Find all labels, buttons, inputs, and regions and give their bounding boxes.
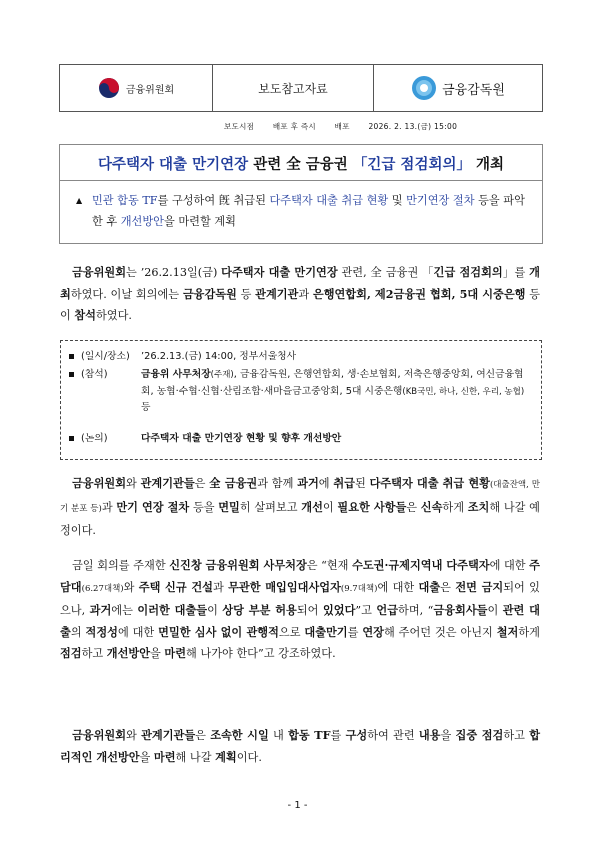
p3-part: 관련 대출 (60, 603, 540, 639)
title-divider (60, 180, 542, 181)
fss-logo-icon (411, 75, 437, 101)
info-small: (주재) (210, 370, 234, 380)
p1-part: 참석 (74, 308, 96, 322)
p1-part: 관계기관 (255, 286, 299, 301)
p2-part: 취급 (333, 476, 355, 490)
p2-part: 과 (101, 500, 117, 514)
p3-part: 과거 (89, 603, 112, 617)
p3-part: 이 (487, 604, 503, 617)
p3-part: 수도권·규제지역내 다주택자 (352, 558, 490, 572)
p4-part: 집중 점검 (455, 728, 504, 742)
paragraph-1 (60, 262, 540, 327)
p1-part: 긴급 점검회의 (433, 265, 503, 279)
summary-part: 민관 합동 TF (92, 194, 158, 207)
p2-part: 조치 (467, 499, 490, 514)
info-bold: 금융위 사무처장 (141, 369, 211, 380)
info-value: ’26.2.13.(금) 14:00, 정부서울청사 (141, 351, 297, 362)
p1-part: 하였다. 이날 회의에는 (70, 287, 183, 301)
fsc-logo-icon (98, 77, 120, 99)
p4-part: 관계기관들 (141, 728, 196, 742)
p3-part: 은 (440, 580, 456, 594)
p3-part: 상당 부분 허용 (222, 603, 297, 617)
p3-part: 으로 (278, 625, 305, 639)
release-label: 보도시점 (224, 122, 255, 131)
summary-part: 및 (388, 194, 407, 207)
info-label: (일시/장소) (81, 351, 130, 362)
p3-part: 되어 있으나, (60, 580, 540, 617)
p4-part: 내용 (418, 728, 441, 742)
summary-text (92, 190, 534, 232)
release-meta (224, 121, 473, 132)
summary-part: 등을 파악한 후 (92, 194, 525, 228)
p3-part: 의 (70, 625, 86, 639)
p1-part: 개최 (60, 265, 540, 301)
page-number: - 1 - (287, 800, 308, 811)
summary-part: 만기연장 절차 (406, 194, 475, 207)
p3-part: 마련 (164, 646, 187, 660)
p2-part: 해 나갈 예정이다. (60, 500, 540, 537)
summary-part: 개선방안 (120, 215, 164, 228)
p3-part: 점검 (60, 646, 82, 660)
p2-part: 全 금융권 (209, 476, 258, 490)
p2-part: 등을 (189, 500, 219, 514)
p3-part: 에 대한 (489, 559, 530, 572)
title-box (59, 144, 543, 244)
p3-part: ”고 (355, 604, 377, 617)
p3-part: 은 “현재 (306, 559, 353, 572)
p1-part: 금융위원회 (72, 265, 127, 279)
info-value (141, 367, 533, 417)
p1-part: 관련, 全 금융권 「 (337, 266, 434, 279)
p3-part: 적정성 (85, 624, 118, 639)
p3-part: 무관한 매입임대사업자 (228, 579, 341, 594)
p3-part: (9.7대책) (340, 583, 378, 594)
left-org-name: 금융위원회 (125, 84, 175, 96)
p2-part: 에 (318, 477, 334, 490)
p2-part: 이 (322, 500, 338, 514)
p3-part: 신진창 금융위원회 사무처장 (169, 558, 307, 572)
p3-part: 언급 (376, 603, 399, 617)
p3-part: 해 주어던 것은 아닌지 (383, 625, 497, 639)
p2-part: 신속 (420, 499, 443, 514)
info-label: (논의) (81, 433, 108, 444)
info-small: (KB국민, 하나, 신한, 우리, 농협) (402, 386, 525, 397)
p2-part: 필요한 사항들 (337, 499, 407, 514)
p2-part: 은 (406, 500, 421, 514)
p3-part: 전면 금지 (455, 579, 504, 594)
dist-label: 배포 (334, 122, 350, 131)
p3-part: 철저 (496, 624, 519, 639)
p2-part: 금융위원회 (72, 476, 127, 490)
square-bullet-icon (69, 436, 74, 441)
header-right-org (374, 65, 542, 111)
p4-part: 계획 (215, 749, 237, 764)
p3-part: 이 (207, 604, 223, 617)
p3-part: 에 대한 (117, 625, 159, 639)
p3-part: 이러한 대출들 (137, 603, 208, 617)
p4-part: 하여 관련 (367, 729, 419, 742)
dist-value: 2026. 2. 13.(금) 15:00 (368, 122, 458, 131)
p4-part: 금융위원회 (72, 728, 127, 742)
header-box (59, 64, 543, 112)
p1-part: 금융감독원 (182, 286, 237, 301)
right-org-name: 금융감독원 (442, 82, 505, 98)
p1-part: 과 (298, 287, 313, 301)
p1-part: 다주택자 대출 만기연장 (221, 265, 338, 279)
p4-part: 구성 (345, 728, 368, 742)
p3-part: 와 (123, 580, 139, 594)
info-text: 등 (141, 402, 151, 413)
p1-part: 등이 (60, 287, 541, 322)
p3-part: 주담대 (60, 558, 540, 594)
p4-part: 합동 TF (288, 728, 331, 742)
p3-part: 하며, “ (398, 604, 434, 617)
p2-part: 은 (194, 477, 210, 490)
p3-part: 면밀한 심사 없이 관행적 (158, 624, 279, 639)
p3-part: 해 나가야 한다”고 강조하였다. (186, 647, 336, 660)
p3-part: 과 (212, 580, 229, 594)
p4-part: 와 (126, 729, 142, 742)
p2-part: (대출잔액, 만기 분포 등) (60, 480, 540, 514)
p4-part: 합리적인 개선방안 (60, 728, 540, 764)
p4-part: 조속한 시일 (210, 728, 269, 742)
p2-part: 면밀 (218, 499, 240, 514)
p4-part: 내 (268, 729, 289, 742)
p4-part: 이다. (236, 750, 262, 764)
p2-part: 과 함께 (257, 477, 298, 490)
p4-part: 을 (440, 729, 456, 742)
p2-part: 다주택자 대출 취급 현황 (369, 476, 490, 490)
p3-part: 금융회사들 (433, 603, 488, 617)
p3-part: 에 대한 (377, 580, 419, 594)
summary-part: 다주택자 대출 취급 현황 (269, 194, 389, 207)
summary-part: 을 마련할 계획 (163, 215, 236, 228)
p4-part: 을 (139, 750, 154, 764)
info-text: , 금융감독원, 은행연합회, 생·손보협회, 저축은행중앙회, 여신금융협회, 농협·수협·신협·산림조합·새마을금고중앙회, 5대 시중은행 (141, 369, 524, 397)
square-bullet-icon (69, 354, 74, 359)
p2-part: 와 (126, 477, 141, 490)
p3-part: 연장 (362, 624, 384, 639)
p3-part: 대출 (418, 579, 441, 594)
title-part: 다주택자 대출 만기연장 (97, 157, 249, 173)
p2-part: 히 살펴보고 (239, 500, 302, 514)
p3-part: 에는 (111, 604, 138, 617)
p4-part: 하고 (503, 729, 530, 742)
p3-part: 되어 (296, 604, 323, 617)
p3-part: 를 (347, 625, 363, 639)
paragraph-2 (60, 473, 540, 542)
p2-part: 과거 (297, 476, 319, 490)
summary (76, 190, 534, 232)
p3-part: (6.27대책) (81, 583, 124, 594)
paragraph-3 (60, 555, 540, 665)
p1-part: 하였다. (96, 309, 132, 322)
p1-part: 은행연합회, 제2금융권 협회, 5대 시중은행 (312, 286, 526, 301)
p3-part: 금일 회의를 주재한 (72, 559, 170, 572)
title-part: 개최 (470, 157, 505, 173)
p3-part: 하게 (518, 625, 540, 639)
p2-part: 된 (354, 477, 370, 490)
p2-part: 하게 (442, 500, 468, 514)
p2-part: 개선 (301, 499, 323, 514)
triangle-bullet-icon: ▲ (76, 196, 83, 205)
title-part: 「긴급 점검회의」 (352, 157, 471, 173)
header-left-org (60, 65, 213, 111)
p4-part: 은 (195, 729, 211, 742)
info-label: (참석) (81, 369, 108, 380)
title-part: 관련 全 금융권 (248, 157, 353, 173)
p1-part: 」를 (502, 266, 530, 279)
p4-part: 마련 (153, 749, 176, 764)
info-value: 다주택자 대출 만기연장 현황 및 향후 개선방안 (141, 433, 342, 444)
summary-part: 를 구성하여 旣 취급된 (157, 194, 270, 207)
p3-part: 있었다 (322, 603, 356, 617)
page-title (60, 153, 542, 174)
p4-part: 해 나갈 (175, 750, 216, 764)
p3-part: 하고 (81, 647, 107, 660)
p1-part: 등 (236, 287, 256, 301)
p3-part: 대출만기 (304, 624, 348, 639)
header-center-label: 보도참고자료 (213, 65, 374, 111)
p3-part: 을 (150, 647, 165, 660)
meeting-info-box (60, 340, 542, 460)
paragraph-4 (60, 725, 540, 768)
p3-part: 개선방안 (106, 646, 151, 660)
release-value: 배포 후 즉시 (272, 122, 316, 131)
p2-part: 만기 연장 절차 (116, 499, 190, 514)
p1-part: 는 ’26.2.13일(금) (126, 266, 222, 279)
p2-part: 관계기관들 (140, 476, 195, 490)
p3-part: 주택 신규 건설 (138, 579, 213, 594)
p4-part: 를 (330, 729, 346, 742)
square-bullet-icon (69, 372, 74, 377)
